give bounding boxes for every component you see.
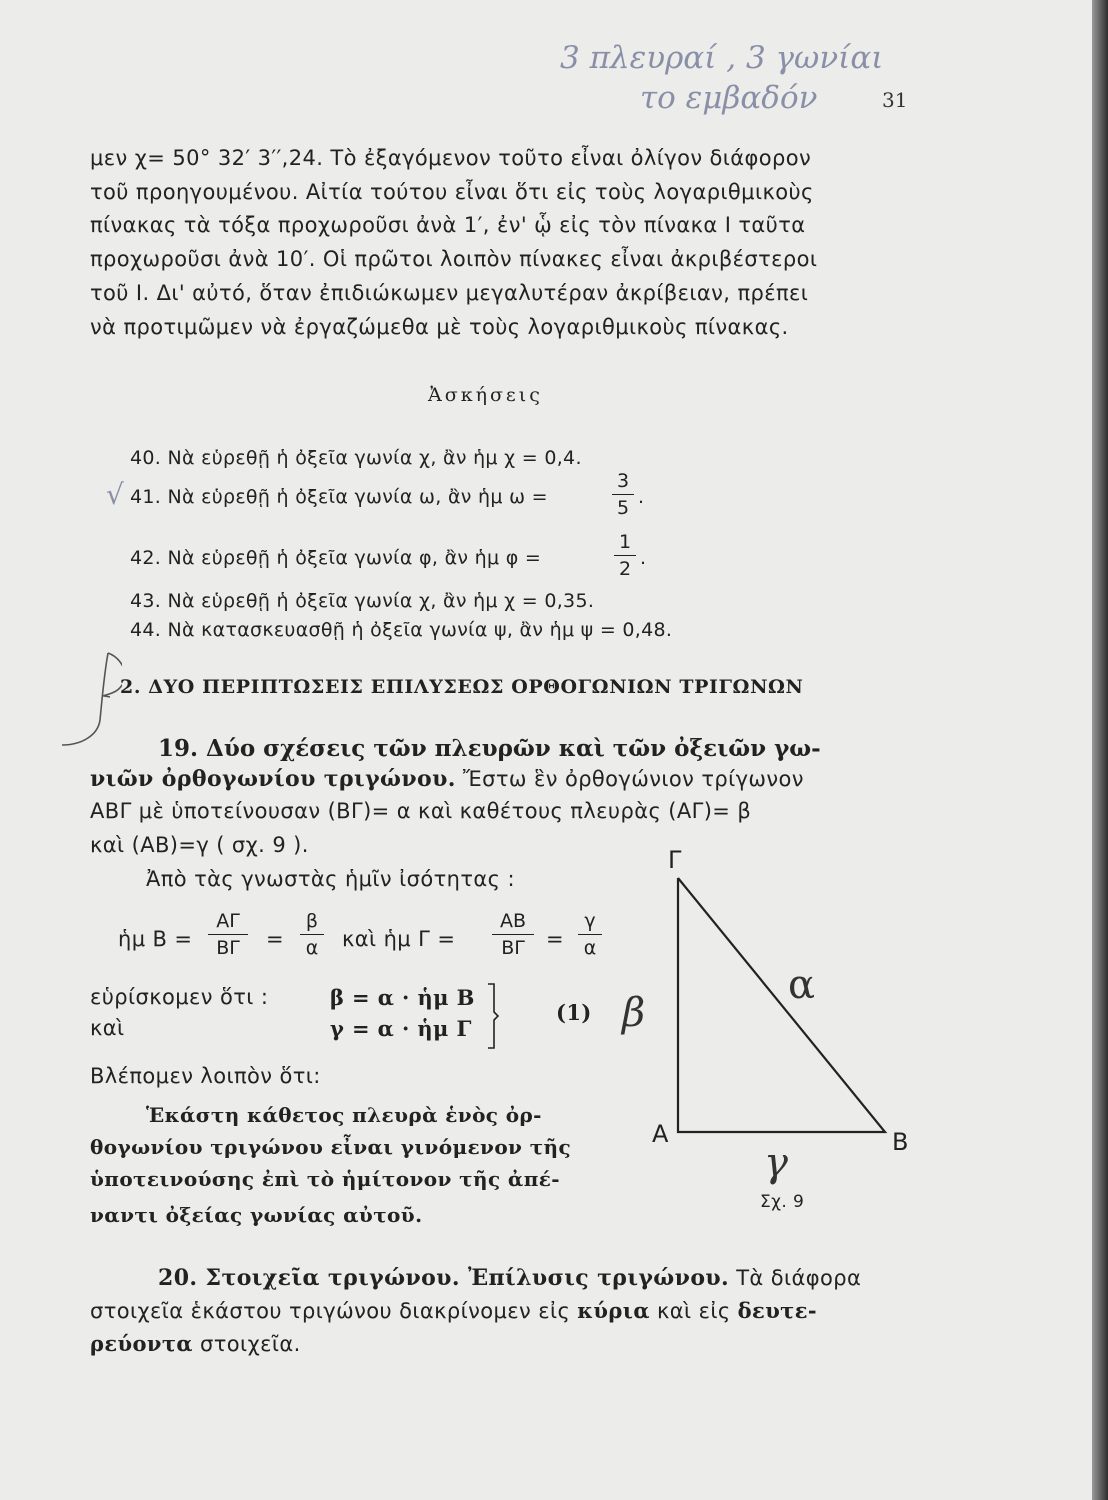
result-label-2: καὶ (90, 1016, 125, 1040)
vertex-b-label: Β (892, 1128, 909, 1156)
intro-line-2: τοῦ προηγουμένου. Αἰτία τούτου εἶναι ὅτι εἰς τοὺς λογαριθμικοὺς (90, 180, 814, 204)
fraction-denominator: 2 (618, 558, 632, 580)
formula-equals-2: = (546, 927, 564, 951)
formula-lhs: ἡμ Β = (118, 927, 193, 951)
section-20-title: 20. Στοιχεῖα τριγώνου. Ἐπίλυσις τριγώνου. (158, 1265, 730, 1291)
theorem-line-3: ὑποτεινούσης ἐπὶ τὸ ἡμίτονον τῆς ἀπέ- (90, 1167, 561, 1191)
exercise-41-period: . (638, 486, 645, 508)
formula-middle: καὶ ἡμ Γ = (342, 927, 456, 951)
result-equation-tag: (1) (556, 1000, 592, 1025)
section-20-text-2b: καὶ εἰς (649, 1299, 738, 1323)
section-20-text-2a: στοιχεῖα ἑκάστου τριγώνου διακρίνομεν εἰς (90, 1299, 578, 1323)
fraction-denominator: ΒΓ (216, 937, 240, 959)
section-20-text-3: στοιχεῖα. (192, 1332, 301, 1356)
section-20-line-2 (90, 1298, 817, 1323)
result-equation-2: γ = α · ἡμ Γ (330, 1016, 472, 1041)
section-20-text: Τὰ διάφορα (729, 1266, 862, 1290)
section-20-line-1 (158, 1265, 861, 1291)
handwritten-margin-mark (52, 645, 122, 755)
exercise-41: 41. Νὰ εὑρεθῇ ἡ ὀξεῖα γωνία ω, ἂν ἡμ ω = (130, 486, 548, 508)
fraction-numerator: 3 (616, 470, 630, 492)
term-deftereuonta-cont: ρεύοντα (90, 1331, 193, 1356)
vertex-a-label: Α (652, 1120, 669, 1148)
handwritten-side-b: β (622, 990, 646, 1036)
theorem-line-4: ναντι ὀξείας γωνίας αὐτοῦ. (90, 1203, 423, 1227)
handwritten-note-top-2: το εμβαδόν (640, 80, 818, 116)
page-edge-shadow (1092, 0, 1108, 1500)
section-19-line-4: καὶ (ΑΒ)=γ ( σχ. 9 ). (90, 833, 309, 857)
fraction-numerator: ΑΒ (499, 910, 527, 932)
handwritten-check-mark: √ (106, 478, 124, 511)
section-20-line-3 (90, 1331, 301, 1356)
section-19-line-2 (90, 766, 804, 792)
fraction-numerator: β (305, 910, 319, 932)
figure-caption: Σχ. 9 (760, 1192, 805, 1212)
conclusion-intro: Βλέπομεν λοιπὸν ὅτι: (90, 1064, 321, 1088)
intro-line-4: προχωροῦσι ἀνὰ 10′. Οἱ πρῶτοι λοιπὸν πίνακες εἶναι ἀκριβέστεροι (90, 247, 818, 271)
exercise-41-fraction (612, 470, 634, 519)
exercise-43: 43. Νὰ εὑρεθῇ ἡ ὀξεῖα γωνία χ, ἂν ἡμ χ = 0,35. (130, 590, 595, 612)
fraction-bar (208, 934, 248, 935)
handwritten-note-top: 3 πλευραί , 3 γωνίαι (560, 40, 884, 76)
fraction-denominator: α (583, 937, 597, 959)
fraction-numerator: γ (584, 910, 596, 932)
formula-equals-1: = (266, 927, 284, 951)
vertex-gamma-label: Γ (668, 846, 682, 874)
fraction-bar (612, 494, 634, 495)
exercise-40: 40. Νὰ εὑρεθῇ ἡ ὀξεῖα γωνία χ, ἂν ἡμ χ = 0,4. (130, 447, 582, 469)
intro-line-1: μεν χ= 50° 32′ 3′′,24. Τὸ ἐξαγόμενον τοῦτο εἶναι ὀλίγον διάφορον (90, 146, 812, 170)
fraction-bar (578, 934, 602, 935)
fraction-denominator: α (305, 937, 319, 959)
exercise-42: 42. Νὰ εὑρεθῇ ἡ ὀξεῖα γωνία φ, ἂν ἡμ φ = (130, 547, 542, 569)
section-19-title: 19. Δύο σχέσεις τῶν πλευρῶν καὶ τῶν ὀξειῶν γω- (158, 735, 821, 762)
intro-line-3: πίνακας τὰ τόξα προχωροῦσι ἀνὰ 1′, ἐν' ᾧ εἰς τὸν πίνακα Ι ταῦτα (90, 213, 806, 237)
formula-fraction-1 (208, 910, 248, 959)
result-equation-1: β = α · ἡμ Β (330, 985, 475, 1010)
exercise-42-fraction (614, 531, 636, 580)
fraction-denominator: ΒΓ (501, 937, 525, 959)
result-brace (486, 982, 500, 1052)
fraction-denominator: 5 (616, 497, 630, 519)
formula-fraction-4 (578, 910, 602, 959)
fraction-bar (300, 934, 324, 935)
exercises-title: Ἀσκήσεις (428, 384, 543, 406)
exercise-42-period: . (640, 547, 647, 569)
section-19-title-cont: νιῶν ὀρθογωνίου τριγώνου. (90, 766, 456, 792)
fraction-numerator: 1 (618, 531, 632, 553)
exercise-44: 44. Νὰ κατασκευασθῇ ἡ ὀξεῖα γωνία ψ, ἂν ἡμ ψ = 0,48. (130, 619, 673, 641)
term-deftereuonta: δευτε- (737, 1298, 817, 1323)
section-19-line-5: Ἀπὸ τὰς γνωστὰς ἡμῖν ἰσότητας : (146, 867, 515, 891)
fraction-bar (492, 934, 534, 935)
intro-line-5: τοῦ Ι. Δι' αὐτό, ὅταν ἐπιδιώκωμεν μεγαλυτέραν ἀκρίβειαν, πρέπει (90, 281, 809, 305)
section-19-line-3: ΑΒΓ μὲ ὑποτείνουσαν (ΒΓ)= α καὶ καθέτους πλευρὰς (ΑΓ)= β (90, 799, 752, 823)
page-number: 31 (882, 88, 908, 112)
theorem-line-1: Ἑκάστη κάθετος πλευρὰ ἑνὸς ὀρ- (146, 1103, 542, 1127)
chapter-heading: 2. ΔΥΟ ΠΕΡΙΠΤΩΣΕΙΣ ΕΠΙΛΥΣΕΩΣ ΟΡΘΟΓΩΝΙΩΝ ΤΡΙΓΩΝΩΝ (120, 676, 804, 698)
formula-fraction-2 (300, 910, 324, 959)
intro-line-6: νὰ προτιμῶμεν νὰ ἐργαζώμεθα μὲ τοὺς λογαριθμικοὺς πίνακας. (90, 315, 789, 339)
fraction-bar (614, 555, 636, 556)
term-kyria: κύρια (577, 1298, 650, 1323)
triangle-figure (660, 860, 920, 1180)
triangle-sides (678, 878, 885, 1132)
theorem-line-2: θογωνίου τριγώνου εἶναι γινόμενον τῆς (90, 1135, 572, 1159)
section-19-text: Ἔστω ἓν ὀρθογώνιον τρίγωνον (455, 767, 804, 791)
formula-fraction-3 (492, 910, 534, 959)
handwritten-side-a: α (788, 962, 816, 1008)
handwritten-side-g: γ (764, 1140, 788, 1186)
result-label-1: εὑρίσκομεν ὅτι : (90, 985, 269, 1009)
fraction-numerator: ΑΓ (216, 910, 240, 932)
